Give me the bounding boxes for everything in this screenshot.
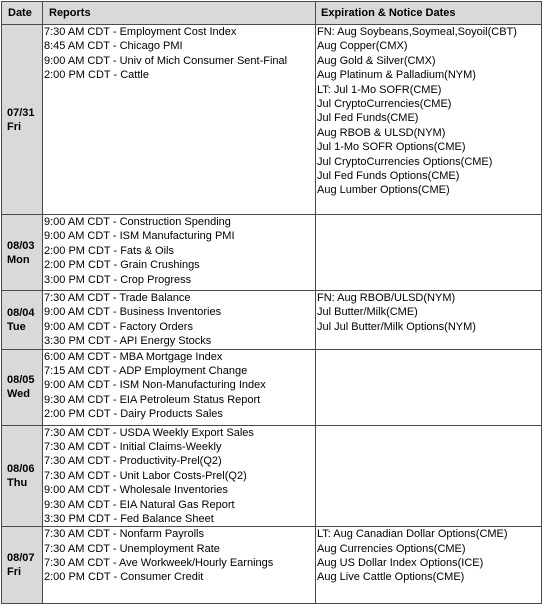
report-item: 9:00 AM CDT - Factory Orders: [44, 320, 193, 333]
report-item: 8:45 AM CDT - Chicago PMI: [44, 40, 183, 53]
expiration-item: FN: Aug RBOB/ULSD(NYM): [317, 292, 456, 304]
expiration-item: Jul Butter/Milk(CME): [317, 306, 418, 319]
report-item: 3:00 PM CDT - Crop Progress: [44, 273, 192, 286]
reports-header: Reports: [43, 2, 316, 25]
date-value: 08/07: [7, 552, 35, 565]
reports-cell: [43, 349, 316, 425]
expiration-item: Jul Fed Funds(CME): [317, 112, 419, 125]
report-item: 7:30 AM CDT - Nonfarm Payrolls: [44, 528, 204, 541]
report-item: 7:15 AM CDT - ADP Employment Change: [44, 364, 248, 377]
date-value: 08/05: [7, 374, 35, 387]
date-cell: [2, 215, 43, 291]
calendar-body: [2, 25, 542, 604]
date-cell: [2, 527, 43, 604]
report-item: 7:30 AM CDT - Ave Workweek/Hourly Earnings: [44, 557, 274, 570]
expiration-item: Aug Platinum & Palladium(NYM): [317, 69, 476, 82]
expiration-item: LT: Jul 1-Mo SOFR(CME): [317, 83, 442, 96]
report-item: 7:30 AM CDT - USDA Weekly Export Sales: [44, 426, 254, 439]
calendar-table: [1, 1, 542, 604]
table-row: [2, 527, 542, 604]
report-item: 9:00 AM CDT - Business Inventories: [44, 306, 222, 319]
report-item: 9:00 AM CDT - ISM Non-Manufacturing Index: [44, 379, 266, 392]
report-item: 9:30 AM CDT - EIA Petroleum Status Report: [44, 393, 261, 406]
day-value: Tue: [7, 320, 26, 333]
report-item: 9:00 AM CDT - ISM Manufacturing PMI: [44, 230, 235, 243]
expiration-header: Expiration & Notice Dates: [316, 2, 542, 25]
expiration-item: Aug Live Cattle Options(CME): [317, 571, 465, 584]
report-item: 6:00 AM CDT - MBA Mortgage Index: [44, 350, 223, 363]
expiration-item: Jul Fed Funds Options(CME): [317, 169, 460, 182]
report-item: 7:30 AM CDT - Employment Cost Index: [44, 26, 237, 38]
day-value: Thu: [7, 476, 28, 489]
expiration-item: Jul CryptoCurrencies Options(CME): [317, 155, 493, 168]
date-value: 08/04: [7, 306, 35, 319]
date-value: 08/03: [7, 239, 35, 252]
report-item: 7:30 AM CDT - Productivity-Prel(Q2): [44, 455, 222, 468]
day-value: Fri: [7, 120, 22, 133]
table-row: [2, 425, 542, 527]
reports-cell: [43, 527, 316, 604]
table-row: [2, 291, 542, 350]
report-item: 9:00 AM CDT - Construction Spending: [44, 216, 231, 228]
expiration-item: Jul Jul Butter/Milk Options(NYM): [317, 320, 476, 333]
date-cell: [2, 25, 43, 215]
report-item: 9:30 AM CDT - EIA Natural Gas Report: [44, 498, 235, 511]
report-item: 7:30 AM CDT - Initial Claims-Weekly: [44, 440, 222, 453]
expiration-cell: [316, 349, 542, 425]
expiration-item: Jul 1-Mo SOFR Options(CME): [317, 141, 466, 154]
report-item: 3:30 PM CDT - API Energy Stocks: [44, 335, 212, 348]
expiration-item: Aug US Dollar Index Options(ICE): [317, 557, 484, 570]
reports-cell: [43, 25, 316, 215]
date-cell: [2, 425, 43, 527]
expiration-cell: [316, 215, 542, 291]
expiration-cell: [316, 25, 542, 215]
table-row: [2, 349, 542, 425]
date-cell: [2, 349, 43, 425]
expiration-item: LT: Aug Canadian Dollar Options(CME): [317, 528, 508, 541]
report-item: 3:30 PM CDT - Fed Balance Sheet: [44, 512, 214, 525]
expiration-item: Jul CryptoCurrencies(CME): [317, 97, 452, 110]
expiration-item: Aug Currencies Options(CME): [317, 542, 466, 555]
reports-cell: [43, 425, 316, 527]
day-value: Wed: [7, 388, 31, 401]
date-cell: [2, 291, 43, 350]
expiration-item: FN: Aug Soybeans,Soymeal,Soyoil(CBT): [317, 26, 517, 38]
report-item: 2:00 PM CDT - Consumer Credit: [44, 571, 204, 584]
report-item: 2:00 PM CDT - Dairy Products Sales: [44, 408, 223, 421]
expiration-item: Aug Gold & Silver(CMX): [317, 54, 436, 67]
expiration-cell: [316, 291, 542, 350]
report-item: 9:00 AM CDT - Wholesale Inventories: [44, 484, 228, 497]
report-item: 2:00 PM CDT - Grain Crushings: [44, 259, 200, 272]
table-row: [2, 25, 542, 215]
day-value: Fri: [7, 566, 22, 579]
expiration-cell: [316, 425, 542, 527]
header-row: [2, 2, 542, 25]
expiration-cell: [316, 527, 542, 604]
table-row: [2, 215, 542, 291]
reports-cell: [43, 215, 316, 291]
report-item: 7:30 AM CDT - Trade Balance: [44, 292, 191, 304]
report-item: 9:00 AM CDT - Univ of Mich Consumer Sent-Final: [44, 54, 288, 67]
reports-cell: [43, 291, 316, 350]
date-value: 07/31: [7, 106, 35, 119]
report-item: 2:00 PM CDT - Fats & Oils: [44, 244, 174, 257]
expiration-item: Aug Copper(CMX): [317, 40, 408, 53]
expiration-item: Aug RBOB & ULSD(NYM): [317, 126, 446, 139]
report-item: 7:30 AM CDT - Unit Labor Costs-Prel(Q2): [44, 469, 247, 482]
expiration-item: Aug Lumber Options(CME): [317, 184, 450, 197]
report-item: 7:30 AM CDT - Unemployment Rate: [44, 542, 220, 555]
date-value: 08/06: [7, 462, 35, 475]
report-item: 2:00 PM CDT - Cattle: [44, 69, 149, 82]
day-value: Mon: [7, 253, 30, 266]
date-header: Date: [2, 2, 43, 25]
